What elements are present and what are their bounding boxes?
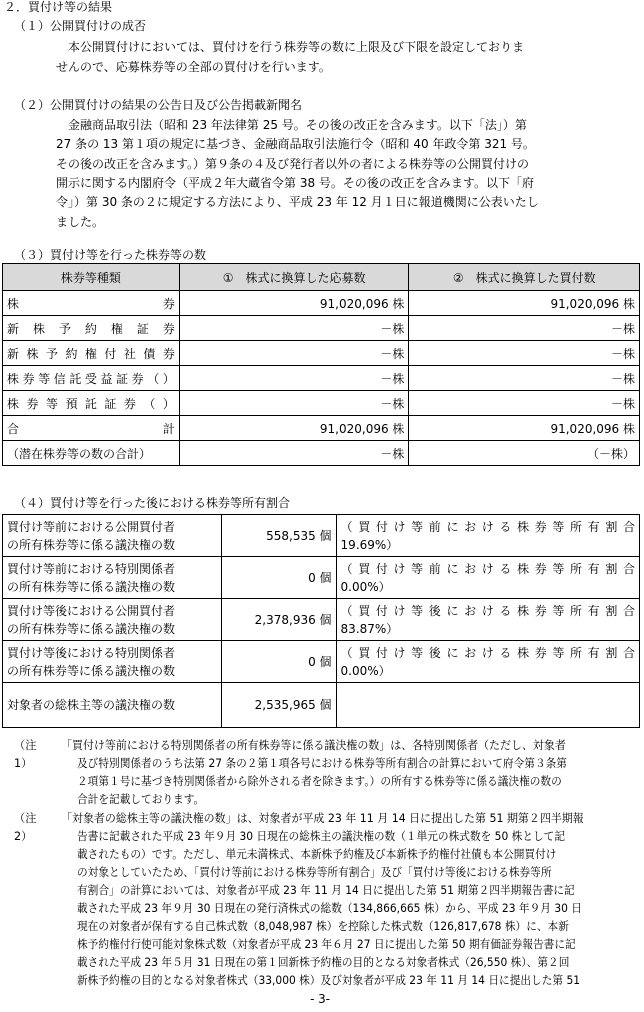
share-type-cell: 株券: [3, 291, 180, 316]
note-line: 「対象者の総株主等の議決権の数」は、対象者が平成 23 年 11 月 14 日に提出した第 51 期第２四半期報: [61, 812, 584, 825]
table-row: [3, 341, 640, 366]
table-row: [3, 291, 640, 316]
purchased-count-cell: 91,020,096 株: [409, 291, 640, 316]
s2-body-line: 開示に関する内閣府令（平成２年大蔵省令第 38 号。その後の改正を含みます。以下「府: [56, 176, 534, 190]
column-header: ① 株式に換算した応募数: [179, 264, 409, 291]
note-line: 合計を記載しております。: [77, 793, 205, 806]
purchased-count-cell: －株: [409, 341, 640, 366]
applied-count-cell: －株: [179, 366, 409, 391]
s3-heading: （３）買付け等を行った株券等の数: [14, 248, 207, 262]
label-cell: 買付け等前における公開買付者 の所有株券等に係る議決権の数: [3, 515, 222, 557]
table-header-row: [3, 264, 640, 291]
voting-rights-cell: 0 個: [221, 557, 336, 599]
applied-count-cell: －株: [179, 391, 409, 416]
table-row: [3, 683, 640, 728]
table-row: [3, 366, 640, 391]
note-line: 載された平成 23 年９月 30 日現在の発行済株式の総数（134,866,665 株）から、平成 23 年９月 30 日: [77, 902, 582, 915]
section-title: ２．買付け等の結果: [4, 0, 113, 14]
share-type-cell: 株券等預託証券（）: [3, 391, 180, 416]
ratio-cell: （買付け等後における株券等所有割合 0.00%）: [336, 641, 639, 683]
s4-heading: （４）買付け等を行った後における株券等所有割合: [14, 496, 291, 510]
applied-count-cell: －株: [179, 441, 409, 466]
table-row: [3, 441, 640, 466]
share-type-cell: 合計: [3, 416, 180, 441]
note-line: 現在の対象者が保有する自己株式数（8,048,987 株）を控除した株式数（126,817,678 株）に、本新: [77, 920, 569, 933]
voting-rights-cell: 0 個: [221, 641, 336, 683]
note-line: の対象としていたため、「買付け等前における株券等所有割合」及び「買付け等後における株券等所: [77, 866, 552, 879]
note-label: （注2）: [14, 812, 37, 843]
table-row: [3, 416, 640, 441]
applied-count-cell: －株: [179, 316, 409, 341]
table-row: [3, 641, 640, 683]
s2-heading: （２）公開買付けの結果の公告日及び公告掲載新聞名: [14, 98, 303, 112]
s1-heading: （１）公開買付けの成否: [14, 19, 147, 33]
s1-body-line: せんので、応募株券等の全部の買付けを行います。: [56, 60, 331, 74]
note-line: 有割合」の計算においては、対象者が平成 23 年 11 月 14 日に提出した第 51 期第２四半期報告書に記: [77, 884, 575, 897]
ratio-cell: [336, 683, 639, 728]
note-line: 及び特別関係者のうち法第 27 条の２第１項各号における株券等所有割合の計算において府令第３条第: [77, 757, 567, 770]
label-cell: 買付け等後における公開買付者 の所有株券等に係る議決権の数: [3, 599, 222, 641]
note-line: 株予約権付行使可能対象株式数（対象者が平成 23 年６月 27 日に提出した第 50 期有価証券報告書に記: [77, 938, 576, 951]
label-cell: 買付け等後における特別関係者 の所有株券等に係る議決権の数: [3, 641, 222, 683]
voting-rights-cell: 558,535 個: [221, 515, 336, 557]
share-type-cell: 新株予約権証券: [3, 316, 180, 341]
label-cell: 対象者の総株主等の議決権の数: [3, 683, 222, 728]
ratio-cell: （買付け等後における株券等所有割合 83.87%）: [336, 599, 639, 641]
note-line: 載されたもの）です。ただし、単元未満株式、本新株予約権及び本新株予約権付社債も本公開買付け: [77, 848, 557, 861]
s2-body-line: ました。: [56, 215, 105, 229]
s2-body-line: その後の改正を含みます。）第９条の４及び発行者以外の者による株券等の公開買付けの: [56, 157, 530, 171]
table-row: [3, 316, 640, 341]
column-header: ② 株式に換算した買付数: [409, 264, 640, 291]
applied-count-cell: 91,020,096 株: [179, 291, 409, 316]
note-label: （注1）: [14, 739, 37, 770]
table-row: [3, 515, 640, 557]
purchased-count-cell: （－株）: [409, 441, 640, 466]
purchased-count-cell: －株: [409, 316, 640, 341]
s2-body-line: 27 条の 13 第１項の規定に基づき、金融商品取引法施行令（昭和 40 年政令第 321 号。: [56, 137, 535, 151]
share-type-cell: 株券等信託受益証券（）: [3, 366, 180, 391]
label-cell: 買付け等前における特別関係者 の所有株券等に係る議決権の数: [3, 557, 222, 599]
ratio-cell: （買付け等前における株券等所有割合 0.00%）: [336, 557, 639, 599]
note-line: ２項第１号に基づき特別関係者から除外される者を除きます。）の所有する株券等に係る議決権の数の: [77, 775, 562, 788]
table-row: [3, 557, 640, 599]
table-row: [3, 391, 640, 416]
voting-rights-cell: 2,378,936 個: [221, 599, 336, 641]
voting-rights-cell: 2,535,965 個: [221, 683, 336, 728]
purchased-count-cell: －株: [409, 391, 640, 416]
s1-body-line: 本公開買付けにおいては、買付けを行う株券等の数に上限及び下限を設定しておりま: [68, 40, 525, 54]
share-count-table: [2, 263, 640, 466]
ratio-cell: （買付け等前における株券等所有割合 19.69%）: [336, 515, 639, 557]
applied-count-cell: 91,020,096 株: [179, 416, 409, 441]
note-line: 告書に記載された平成 23 年９月 30 日現在の総株主の議決権の数（１単元の株式数を 50 株として記: [77, 830, 566, 843]
column-header: 株券等種類: [3, 264, 180, 291]
purchased-count-cell: －株: [409, 366, 640, 391]
note-line: 「買付け等前における特別関係者の所有株券等に係る議決権の数」は、各特別関係者（ただし、対象者: [61, 739, 566, 752]
share-type-cell: 新株予約権付社債券: [3, 341, 180, 366]
ownership-ratio-table: [2, 514, 640, 728]
s2-body-line: 金融商品取引法（昭和 23 年法律第 25 号。その後の改正を含みます。以下「法」）第: [68, 118, 527, 132]
note-line: 載された平成 23 年５月 31 日現在の第１回新株予約権の目的となる対象者株式（26,550 株）、第２回: [77, 956, 570, 969]
share-type-cell: （潜在株券等の数の合計）: [3, 441, 180, 466]
page-number: - 3-: [310, 992, 331, 1006]
table-row: [3, 599, 640, 641]
applied-count-cell: －株: [179, 341, 409, 366]
s2-body-line: 令」）第 30 条の２に規定する方法により、平成 23 年 12 月１日に報道機関に公表いたし: [56, 195, 539, 209]
note-line: 新株予約権の目的となる対象者株式（33,000 株）及び対象者が平成 23 年 11 月 14 日に提出した第 51: [77, 974, 581, 987]
purchased-count-cell: 91,020,096 株: [409, 416, 640, 441]
